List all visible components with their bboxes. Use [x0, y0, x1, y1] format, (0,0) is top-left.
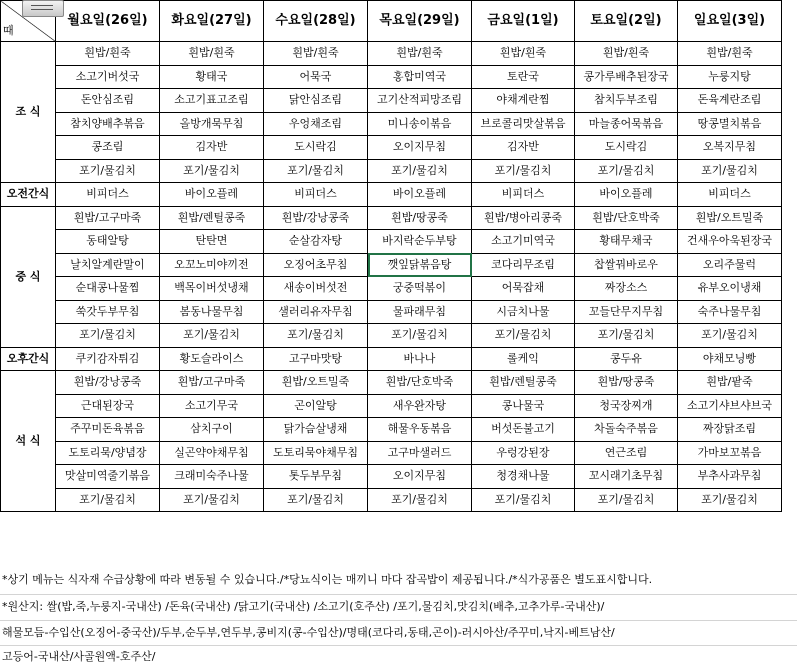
- menu-cell[interactable]: 포기/물김치: [160, 159, 264, 183]
- menu-cell[interactable]: 어묵잡채: [472, 277, 575, 301]
- menu-cell[interactable]: 흰밥/땅콩죽: [368, 206, 472, 230]
- menu-cell[interactable]: 톳두부무침: [264, 465, 368, 489]
- menu-cell[interactable]: 쿠키감자튀김: [56, 347, 160, 371]
- menu-cell[interactable]: 바이오플레: [368, 183, 472, 207]
- menu-cell[interactable]: 흰밥/흰죽: [160, 42, 264, 66]
- meal-label[interactable]: 조 식: [1, 42, 56, 183]
- meal-label[interactable]: 석 식: [1, 371, 56, 512]
- note-line: *원산지: 쌀(밥,죽,누룽지-국내산) /돈육(국내산) /닭고기(국내산) /소고기(호주산) /포기,물김치,맛김치(배추,고추가루-국내산)/: [2, 600, 605, 613]
- menu-cell[interactable]: 고구마맛탕: [264, 347, 368, 371]
- menu-cell[interactable]: 참치양배추볶음: [56, 112, 160, 136]
- menu-cell[interactable]: 바이오플레: [160, 183, 264, 207]
- menu-cell[interactable]: 닭가슴살냉채: [264, 418, 368, 442]
- menu-row: [1, 136, 782, 160]
- menu-row: [1, 418, 782, 442]
- menu-cell[interactable]: 포기/물김치: [575, 159, 678, 183]
- meal-label[interactable]: 오전간식: [1, 183, 56, 207]
- menu-cell[interactable]: 유부오이냉채: [678, 277, 782, 301]
- menu-cell[interactable]: 콩조림: [56, 136, 160, 160]
- menu-cell[interactable]: 흰밥/오트밀죽: [678, 206, 782, 230]
- menu-cell[interactable]: 포기/물김치: [575, 324, 678, 348]
- sheet-control-button[interactable]: [22, 0, 64, 17]
- menu-cell[interactable]: 흰밥/흰죽: [368, 42, 472, 66]
- menu-cell[interactable]: 흰밥/고구마죽: [56, 206, 160, 230]
- grid-line: [0, 620, 797, 621]
- menu-cell[interactable]: 백목이버섯냉채: [160, 277, 264, 301]
- menu-cell[interactable]: 흰밥/팥죽: [678, 371, 782, 395]
- menu-cell[interactable]: 숙주나물무침: [678, 300, 782, 324]
- menu-cell[interactable]: 포기/물김치: [472, 324, 575, 348]
- menu-cell[interactable]: 꼬들단무지무침: [575, 300, 678, 324]
- menu-cell[interactable]: 근대된장국: [56, 394, 160, 418]
- menu-cell[interactable]: 봄동나물무침: [160, 300, 264, 324]
- menu-cell[interactable]: 누룽지탕: [678, 65, 782, 89]
- menu-cell[interactable]: 김자반: [160, 136, 264, 160]
- menu-cell[interactable]: 토란국: [472, 65, 575, 89]
- menu-cell[interactable]: 버섯돈불고기: [472, 418, 575, 442]
- menu-cell[interactable]: 포기/물김치: [264, 488, 368, 512]
- menu-row: [1, 300, 782, 324]
- menu-cell[interactable]: 흰밥/강낭콩죽: [56, 371, 160, 395]
- menu-cell[interactable]: 주꾸미돈육볶음: [56, 418, 160, 442]
- menu-cell[interactable]: 흰밥/오트밀죽: [264, 371, 368, 395]
- menu-row: [1, 42, 782, 66]
- menu-row: [1, 230, 782, 254]
- day-header[interactable]: 토요일(2일): [575, 1, 678, 42]
- menu-cell[interactable]: 콩두유: [575, 347, 678, 371]
- menu-cell[interactable]: 포기/물김치: [678, 324, 782, 348]
- menu-cell[interactable]: 흰밥/병아리콩죽: [472, 206, 575, 230]
- menu-cell[interactable]: 비피더스: [56, 183, 160, 207]
- note-line: *상기 메뉴는 식자재 수급상황에 따라 변동될 수 있습니다./*당뇨식이는 매끼니 마다 잡곡밥이 제공됩니다./*식가공품은 별도표시합니다.: [2, 573, 653, 586]
- header-row: [1, 1, 782, 42]
- menu-cell[interactable]: 닭안심조림: [264, 89, 368, 113]
- day-header[interactable]: 일요일(3일): [678, 1, 782, 42]
- menu-cell[interactable]: 흰밥/흰죽: [56, 42, 160, 66]
- menu-cell[interactable]: 바이오플레: [575, 183, 678, 207]
- menu-cell[interactable]: 포기/물김치: [56, 488, 160, 512]
- menu-row: [1, 159, 782, 183]
- menu-cell[interactable]: 도시락김: [575, 136, 678, 160]
- menu-cell[interactable]: 궁중떡볶이: [368, 277, 472, 301]
- menu-cell[interactable]: 오꼬노미야끼전: [160, 253, 264, 277]
- menu-cell[interactable]: 야채계란찜: [472, 89, 575, 113]
- menu-cell[interactable]: 소고기무국: [160, 394, 264, 418]
- menu-cell[interactable]: 찹쌀꿔바로우: [575, 253, 678, 277]
- menu-cell[interactable]: 곤이알탕: [264, 394, 368, 418]
- menu-cell[interactable]: 포기/물김치: [160, 488, 264, 512]
- menu-cell[interactable]: 포기/물김치: [368, 488, 472, 512]
- day-header[interactable]: 월요일(26일): [56, 1, 160, 42]
- note-line: 고등어-국내산/사골원액-호주산/: [2, 650, 156, 663]
- menu-cell[interactable]: 땅콩멸치볶음: [678, 112, 782, 136]
- menu-cell[interactable]: 순살감자탕: [264, 230, 368, 254]
- day-header[interactable]: 금요일(1일): [472, 1, 575, 42]
- menu-cell[interactable]: 홍합미역국: [368, 65, 472, 89]
- menu-cell[interactable]: 흰밥/흰죽: [264, 42, 368, 66]
- menu-cell[interactable]: 흰밥/땅콩죽: [575, 371, 678, 395]
- menu-cell[interactable]: 어묵국: [264, 65, 368, 89]
- menu-cell[interactable]: 청경채나물: [472, 465, 575, 489]
- menu-cell[interactable]: 바나나: [368, 347, 472, 371]
- menu-cell[interactable]: 도시락김: [264, 136, 368, 160]
- meal-label[interactable]: 중 식: [1, 206, 56, 347]
- menu-cell[interactable]: 새우완자탕: [368, 394, 472, 418]
- menu-cell[interactable]: 콩나물국: [472, 394, 575, 418]
- menu-cell[interactable]: 도토리묵/양념장: [56, 441, 160, 465]
- menu-cell[interactable]: 연근조림: [575, 441, 678, 465]
- menu-cell[interactable]: 해물우동볶음: [368, 418, 472, 442]
- menu-cell[interactable]: 돈육계란조림: [678, 89, 782, 113]
- menu-cell[interactable]: 깻잎닭볶음탕: [368, 253, 472, 277]
- menu-cell[interactable]: 포기/물김치: [56, 159, 160, 183]
- menu-cell[interactable]: 실곤약야채무침: [160, 441, 264, 465]
- menu-cell[interactable]: 동태알탕: [56, 230, 160, 254]
- menu-row: [1, 277, 782, 301]
- menu-cell[interactable]: 순대콩나물찜: [56, 277, 160, 301]
- menu-cell[interactable]: 포기/물김치: [160, 324, 264, 348]
- menu-cell[interactable]: 소고기버섯국: [56, 65, 160, 89]
- menu-cell[interactable]: 황태국: [160, 65, 264, 89]
- menu-cell[interactable]: 오복지무침: [678, 136, 782, 160]
- menu-cell[interactable]: 비피더스: [678, 183, 782, 207]
- menu-cell[interactable]: 김자반: [472, 136, 575, 160]
- menu-cell[interactable]: 미니송이볶음: [368, 112, 472, 136]
- menu-cell[interactable]: 포기/물김치: [368, 324, 472, 348]
- menu-cell[interactable]: 포기/물김치: [264, 159, 368, 183]
- menu-cell[interactable]: 오이지무침: [368, 136, 472, 160]
- meal-label[interactable]: 오후간식: [1, 347, 56, 371]
- menu-cell[interactable]: 소고기미역국: [472, 230, 575, 254]
- menu-cell[interactable]: 크래미숙주나물: [160, 465, 264, 489]
- menu-cell[interactable]: 브로콜리맛살볶음: [472, 112, 575, 136]
- menu-row: [1, 324, 782, 348]
- menu-cell[interactable]: 황도슬라이스: [160, 347, 264, 371]
- menu-cell[interactable]: 황태무채국: [575, 230, 678, 254]
- menu-cell[interactable]: 돈안심조림: [56, 89, 160, 113]
- grid-line: [0, 645, 797, 646]
- menu-cell[interactable]: 흰밥/고구마죽: [160, 371, 264, 395]
- menu-cell[interactable]: 마늘종어묵볶음: [575, 112, 678, 136]
- menu-row: [1, 488, 782, 512]
- menu-cell[interactable]: 참치두부조림: [575, 89, 678, 113]
- menu-cell[interactable]: 흰밥/흰죽: [575, 42, 678, 66]
- menu-cell[interactable]: 우렁강된장: [472, 441, 575, 465]
- menu-cell[interactable]: 흰밥/흰죽: [678, 42, 782, 66]
- menu-cell[interactable]: 시금치나물: [472, 300, 575, 324]
- menu-cell[interactable]: 포기/물김치: [472, 159, 575, 183]
- menu-cell[interactable]: 포기/물김치: [678, 159, 782, 183]
- menu-cell[interactable]: 콩가루배추된장국: [575, 65, 678, 89]
- menu-cell[interactable]: 우엉채조림: [264, 112, 368, 136]
- menu-cell[interactable]: 청국장찌개: [575, 394, 678, 418]
- menu-row: [1, 183, 782, 207]
- grid-line: [0, 594, 797, 595]
- menu-cell[interactable]: 맛살미역줄기볶음: [56, 465, 160, 489]
- menu-row: [1, 347, 782, 371]
- menu-row: [1, 206, 782, 230]
- menu-row: [1, 441, 782, 465]
- menu-cell[interactable]: 오징어초무침: [264, 253, 368, 277]
- day-header[interactable]: 수요일(28일): [264, 1, 368, 42]
- menu-cell[interactable]: 흰밥/강낭콩죽: [264, 206, 368, 230]
- menu-cell[interactable]: 비피더스: [264, 183, 368, 207]
- menu-cell[interactable]: 올방개묵무침: [160, 112, 264, 136]
- menu-row: [1, 371, 782, 395]
- menu-cell[interactable]: 코다리무조림: [472, 253, 575, 277]
- menu-cell[interactable]: 물파래무침: [368, 300, 472, 324]
- menu-cell[interactable]: 새송이버섯전: [264, 277, 368, 301]
- menu-cell[interactable]: 흰밥/흰죽: [472, 42, 575, 66]
- menu-cell[interactable]: 삼치구이: [160, 418, 264, 442]
- menu-cell[interactable]: 오이지무침: [368, 465, 472, 489]
- menu-cell[interactable]: 가마보꼬볶음: [678, 441, 782, 465]
- menu-cell[interactable]: 부추사과무침: [678, 465, 782, 489]
- menu-cell[interactable]: 포기/물김치: [472, 488, 575, 512]
- menu-row: [1, 394, 782, 418]
- menu-cell[interactable]: 짜장소스: [575, 277, 678, 301]
- day-header[interactable]: 화요일(27일): [160, 1, 264, 42]
- menu-cell[interactable]: 포기/물김치: [575, 488, 678, 512]
- day-header[interactable]: 목요일(29일): [368, 1, 472, 42]
- menu-cell[interactable]: 롤케익: [472, 347, 575, 371]
- menu-cell[interactable]: 포기/물김치: [678, 488, 782, 512]
- menu-cell[interactable]: 흰밥/단호박죽: [368, 371, 472, 395]
- menu-cell[interactable]: 포기/물김치: [56, 324, 160, 348]
- menu-row: [1, 465, 782, 489]
- menu-row: [1, 253, 782, 277]
- menu-cell[interactable]: 포기/물김치: [368, 159, 472, 183]
- menu-cell[interactable]: 건새우아욱된장국: [678, 230, 782, 254]
- menu-cell[interactable]: 차돌숙주볶음: [575, 418, 678, 442]
- menu-cell[interactable]: 흰밥/단호박죽: [575, 206, 678, 230]
- menu-row: [1, 112, 782, 136]
- menu-cell[interactable]: 쑥갓두부무침: [56, 300, 160, 324]
- corner-meal-label: 때: [3, 24, 14, 37]
- menu-cell[interactable]: 짜장닭조림: [678, 418, 782, 442]
- menu-cell[interactable]: 소고기표고조림: [160, 89, 264, 113]
- menu-cell[interactable]: 꼬시래기초무침: [575, 465, 678, 489]
- menu-cell[interactable]: 도토리묵야채무침: [264, 441, 368, 465]
- menu-cell[interactable]: 소고기샤브샤브국: [678, 394, 782, 418]
- menu-cell[interactable]: 고기산적피망조림: [368, 89, 472, 113]
- menu-cell[interactable]: 포기/물김치: [264, 324, 368, 348]
- menu-row: [1, 89, 782, 113]
- menu-cell[interactable]: 바지락순두부탕: [368, 230, 472, 254]
- note-line: 해물모듬-수입산(오징어-중국산)/두부,순두부,연두부,콩비지(콩-수입산)/명태(코다리,동태,곤이)-러시아산/주꾸미,낙지-베트남산/: [2, 626, 615, 639]
- menu-cell[interactable]: 흰밥/렌틸콩죽: [160, 206, 264, 230]
- menu-cell[interactable]: 비피더스: [472, 183, 575, 207]
- menu-cell[interactable]: 야채모닝빵: [678, 347, 782, 371]
- menu-cell[interactable]: 고구마샐러드: [368, 441, 472, 465]
- menu-cell[interactable]: 흰밥/렌틸콩죽: [472, 371, 575, 395]
- menu-row: [1, 65, 782, 89]
- menu-cell[interactable]: 탄탄면: [160, 230, 264, 254]
- menu-cell[interactable]: 날치알계란말이: [56, 253, 160, 277]
- menu-cell[interactable]: 오리주물럭: [678, 253, 782, 277]
- menu-cell[interactable]: 샐러리유자무침: [264, 300, 368, 324]
